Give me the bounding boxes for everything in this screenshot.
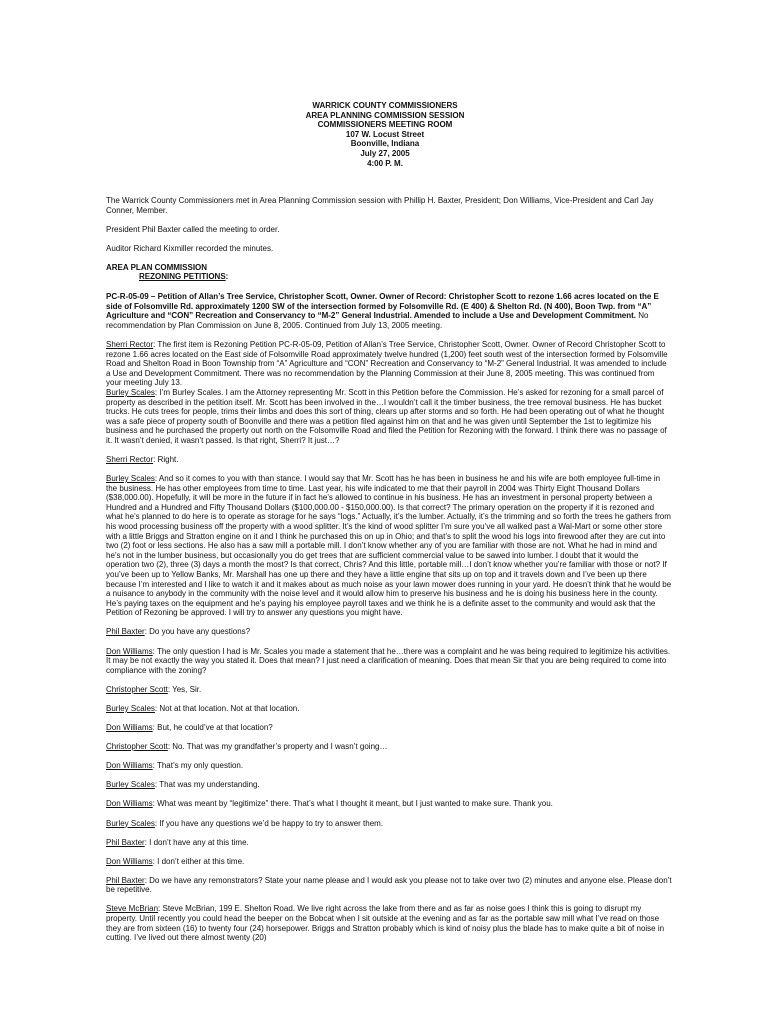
dialogue-entry — [106, 685, 672, 695]
subsection-title: REZONING PETITIONS — [139, 272, 226, 282]
dialogue-entry — [106, 838, 672, 848]
speaker-text: : I don’t have any at this time. — [144, 837, 249, 847]
speaker-text: : I’m Burley Scales. I am the Attorney representing Mr. Scott in this Petition before the Commission. He’s asked for rezoning for a small parcel of property as described in the petition itself. Mr. Scott has been involved in the…I wouldn’t call it the timber business, the tree removal business. He has bucket trucks. He cuts trees for people, trims their limbs and does this sort of thing, clears up after storms and so forth. He had been operating out of what he thought was a safe piece of property south of Boonville and there was a petition filed against him on that and he was given until September the 1st to legitimize his business and he purchased the property out north on the Folsomville Road and filed the Petition for Rezoning with the forward. I think there was no passage of it. It wasn’t denied, it wasn’t passed. Is that right, Sherri? It just…? — [106, 387, 667, 445]
dialogue-entry — [106, 742, 672, 752]
speaker-name: Don Williams — [106, 799, 153, 809]
speaker-text: : Not at that location. Not at that location. — [154, 703, 300, 713]
dialogue-entry — [106, 780, 672, 790]
document-header — [0, 101, 770, 168]
header-line-date: July 27, 2005 — [360, 148, 410, 158]
header-line-time: 4:00 P. M. — [367, 158, 403, 168]
speaker-name: Steve McBrian — [106, 904, 159, 914]
header-line-session: AREA PLANNING COMMISSION SESSION — [305, 110, 465, 120]
call-to-order: President Phil Baxter called the meeting to order. — [106, 224, 280, 234]
speaker-name: Don Williams — [106, 646, 153, 656]
petition-paragraph — [106, 292, 672, 330]
speaker-name: Phil Baxter — [106, 875, 145, 885]
dialogue-entry — [106, 388, 672, 446]
speaker-text: : The only question I had is Mr. Scales you made a statement that he…there was a complaint and he was being required to legitimize his activities. It may be not exactly the way you stated it. Does that mean? I just need a clarification of meaning. Does that mean Sir that you are being required to come into compliance with the zoning? — [106, 646, 671, 675]
speaker-text: : I don’t either at this time. — [152, 856, 245, 866]
speaker-name: Don Williams — [106, 723, 153, 733]
speaker-name: Phil Baxter — [106, 837, 145, 847]
section-heading: AREA PLAN COMMISSION — [106, 262, 208, 272]
speaker-text: : Right. — [153, 454, 179, 464]
petition-title: PC-R-05-09 – Petition of Allan’s Tree Service, Christopher Scott, Owner. Owner of Record: Christopher Scott to rezone 1.66 acres located on the E side of Folsomville Rd. approximately 1200 SW of the intersection formed by Folsomville Rd. (E 400) & Shelton Rd. (N 400), Boon Twp. from “A” Agriculture and “CON” Recreation and Conservancy to “M-2” General Industrial. Amended to include a Use and Development Commitment. — [106, 292, 659, 321]
speaker-text: : But, he could’ve at that location? — [152, 723, 273, 733]
dialogue-entry — [106, 876, 672, 895]
dialogue-entry — [106, 704, 672, 714]
speaker-name: Christopher Scott — [106, 742, 168, 752]
speaker-name: Burley Scales — [106, 474, 155, 484]
speaker-text: : Yes, Sir. — [167, 684, 202, 694]
speaker-name: Phil Baxter — [106, 627, 145, 637]
speaker-name: Burley Scales — [106, 703, 155, 713]
document-body — [106, 196, 672, 952]
speaker-text: : Steve McBrian, 199 E. Shelton Road. We live right across the lake from there and as far as noise goes I think this is going to disrupt my property. Until recently you could head the beeper on the Bobcat when I sit outside at the evening and as far as the portable saw mill what I’ve read on those they are from sixteen (16) to twenty four (24) horsepower. Briggs and Stratton probably which is kind of noisy plus the blade has to make quite a bit of noise in cutting. I’ve lived out there almost twenty (20) — [106, 904, 665, 943]
speaker-name: Don Williams — [106, 856, 153, 866]
speaker-text: : What was meant by “legitimize” there. That’s what I thought it meant, but I just wanted to make sure. Thank you. — [152, 799, 553, 809]
dialogue-entry — [106, 647, 672, 676]
speaker-name: Sherri Rector — [106, 454, 154, 464]
speaker-text: : That was my understanding. — [154, 780, 260, 790]
header-line-room: COMMISSIONERS MEETING ROOM — [317, 120, 453, 130]
dialogue-entry — [106, 761, 672, 771]
dialogue-entry — [106, 819, 672, 829]
dialogue-entry — [106, 455, 672, 465]
speaker-name: Don Williams — [106, 761, 153, 771]
speaker-text: : And so it comes to you with than stance. I would say that Mr. Scott has he has been in business he and his wife are both employee full-time in the business. He has other employees from time to time. Last year, his wife indicated to me that their payroll in 2004 was Thirty Eight Thousand Dollars ($38,000.00). Hopefully, it will be more in the future if in fact he’s allowed to continue in his business. He has an investment in personal property between a Hundred and a Hundred and Fifty Thousand Dollars ($100,000.00 - $150,000.00). Is that correct? The primary operation on the property if it is rezoned and what he’s planned to do here is to operate as storage for he says “logs.” Actually, it’s the lumber. Actually, it’s the trimming and so forth the trees he gathers from his wood processing business off the property with a wood splitter. It’s the kind of wood splitter I’m sure you’ve all walked past a Wal-Mart or some other store with a little Briggs and Stratton engine on it and I think he purchased this on up in Ohio; and that’s to split the wood his logs into firewood after they are cut into two (2) foot or less sections. He also has a saw mill a portable mill. I don’t know whether any of you are familiar with those are not. What he had in mind and he’s not in the lumber business, but occasionally you do get trees that are sufficient commercial value to be sawed into lumber. I doubt that it would the operation two (2), three (3) days a month the most? Is that correct, Chris? And this little, portable mill…I don’t know whether you’re familiar with those or not? If you’ve been up to Yellow Banks, Mr. Marshall has one up there and they have a little engine that sits up on top and it travels down and I’ve been up there because I’m interested and I like to watch it and it makes about as much noise as your lawn mower does running in your yard. He doesn’t think that he would be a nuisance to anybody in the community with the noise level and it would allow him to preserve his business and he is doing his business here in the county. He’s paying taxes on the equipment and he’s paying his employee payroll taxes and we think he is a definite asset to the community and would ask that the Petition of Rezoning be approved. I will try to answer any questions you might have. — [106, 474, 672, 618]
dialogue-entry — [106, 723, 672, 733]
petition-note: No recommendation by Plan Commission on June 8, 2005. Continued from July 13, 2005 meeting. — [106, 311, 649, 330]
speaker-name: Burley Scales — [106, 818, 155, 828]
dialogue-entry — [106, 340, 672, 388]
dialogue-entry — [106, 799, 672, 809]
speaker-name: Christopher Scott — [106, 684, 168, 694]
header-line-city: Boonville, Indiana — [350, 139, 420, 149]
speaker-text: : Do we have any remonstrators? State your name please and I would ask you please not to take over two (2) minutes and anyone else. Please don’t be repetitive. — [106, 875, 672, 895]
speaker-text: : That’s my only question. — [152, 761, 244, 771]
subsection-heading — [139, 272, 672, 282]
speaker-name: Sherri Rector — [106, 339, 154, 349]
speaker-text: : The first item is Rezoning Petition PC-R-05-09, Petition of Allan’s Tree Service, Christopher Scott, Owner. Owner of Record Christopher Scott to rezone 1.66 acres located on the East side of Folsomville Road approximately twelve hundred (1,200) feet south west of the intersection formed by Folsomville Road and Shelton Road in Boon Township from “A” Agriculture and “CON” Recreation and Conservancy to “M-2” General Industrial. It was amended to include a Use and Development Commitment. There was no recommendation by the Planning Commission at their June 8, 2005 meeting. This was continued from your meeting July 13. — [106, 339, 668, 388]
speaker-text: : No. That was my grandfather’s property and I wasn’t going… — [167, 742, 388, 752]
speaker-text: : Do you have any questions? — [144, 627, 251, 637]
header-line-street: 107 W. Locust Street — [345, 129, 425, 139]
speaker-name: Burley Scales — [106, 780, 155, 790]
dialogue-entry — [106, 474, 672, 618]
speaker-name: Burley Scales — [106, 387, 155, 397]
speaker-text: : If you have any questions we’d be happy to try to answer them. — [154, 818, 384, 828]
minutes-recorder: Auditor Richard Kixmiller recorded the minutes. — [106, 243, 274, 253]
header-line-county: WARRICK COUNTY COMMISSIONERS — [312, 101, 458, 110]
dialogue-entry — [106, 857, 672, 867]
dialogue-entry — [106, 627, 672, 637]
intro-paragraph: The Warrick County Commissioners met in Area Planning Commission session with Phillip H. Baxter, President; Don Williams, Vice-President and Carl Jay Conner, Member. — [106, 196, 654, 215]
dialogue-entry — [106, 904, 672, 942]
subsection-colon: : — [225, 272, 229, 282]
